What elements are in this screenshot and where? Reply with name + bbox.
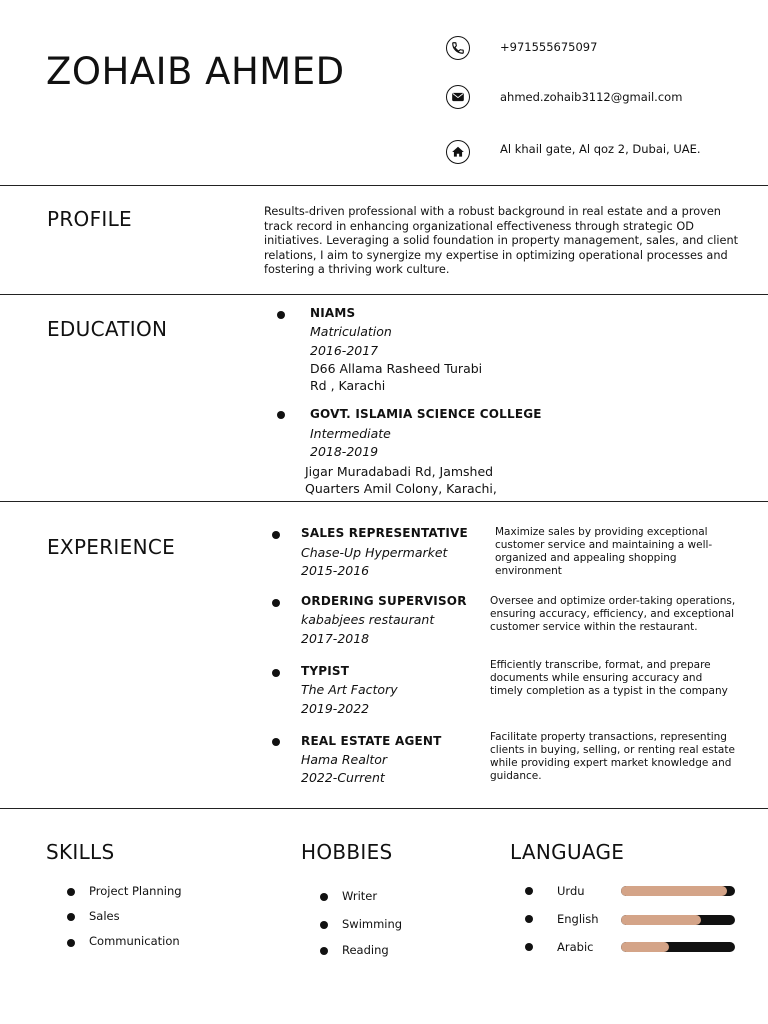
bullet-icon (320, 921, 328, 929)
language-heading: LANGUAGE (510, 840, 625, 864)
language-level-bar (621, 886, 735, 896)
phone-icon (446, 36, 470, 60)
skill-item: Project Planning (89, 884, 182, 898)
experience-company: Chase-Up Hypermarket (301, 545, 448, 560)
phone-number: +971555675097 (500, 40, 598, 54)
experience-role: REAL ESTATE AGENT (301, 734, 442, 748)
bullet-icon (525, 915, 533, 923)
divider (0, 808, 768, 809)
language-level-bar (621, 942, 735, 952)
bullet-icon (272, 669, 280, 677)
experience-company: Hama Realtor (301, 752, 388, 767)
language-level-fill (621, 915, 701, 925)
experience-role: ORDERING SUPERVISOR (301, 594, 467, 608)
education-level: Matriculation (310, 324, 392, 339)
experience-years: 2017-2018 (301, 631, 370, 646)
bullet-icon (272, 738, 280, 746)
skill-item: Sales (89, 909, 120, 923)
bullet-icon (277, 311, 285, 319)
language-name: English (557, 912, 599, 926)
bullet-icon (320, 947, 328, 955)
skill-item: Communication (89, 934, 180, 948)
experience-years: 2022-Current (301, 770, 385, 785)
divider (0, 294, 768, 295)
bullet-icon (272, 531, 280, 539)
experience-years: 2015-2016 (301, 563, 370, 578)
bullet-icon (277, 411, 285, 419)
education-level: Intermediate (310, 426, 391, 441)
divider (0, 501, 768, 502)
profile-summary: Results-driven professional with a robust background in real estate and a proven track record in enhancing organizational effectiveness through strategic OD initiatives. Leveraging a solid foundation in property management, sales, and client relations, I aim to synergize my expertise in optimizing operational processes and fostering a thriving work culture. (264, 205, 739, 277)
language-level-bar (621, 915, 735, 925)
experience-description: Facilitate property transactions, representing clients in buying, selling, or renting real estate while providing expert market knowledge and guidance. (490, 731, 735, 782)
bullet-icon (67, 888, 75, 896)
education-years: 2016-2017 (310, 343, 379, 358)
language-name: Arabic (557, 940, 594, 954)
experience-role: TYPIST (301, 664, 350, 678)
hobbies-heading: HOBBIES (301, 840, 393, 864)
experience-role: SALES REPRESENTATIVE (301, 526, 468, 540)
divider (0, 185, 768, 186)
hobby-item: Swimming (342, 917, 403, 931)
bullet-icon (272, 599, 280, 607)
language-level-fill (621, 942, 669, 952)
experience-years: 2019-2022 (301, 701, 370, 716)
bullet-icon (67, 913, 75, 921)
hobby-item: Reading (342, 943, 389, 957)
hobby-item: Writer (342, 889, 378, 903)
language-level-fill (621, 886, 727, 896)
bullet-icon (67, 939, 75, 947)
bullet-icon (320, 893, 328, 901)
email-address: ahmed.zohaib3112@gmail.com (500, 90, 683, 104)
experience-description: Efficiently transcribe, format, and prepare documents while ensuring accuracy and timely completion as a typist in the company (490, 659, 728, 697)
bullet-icon (525, 943, 533, 951)
language-name: Urdu (557, 884, 585, 898)
bullet-icon (525, 887, 533, 895)
candidate-name: ZOHAIB AHMED (46, 50, 345, 93)
skills-heading: SKILLS (46, 840, 115, 864)
experience-company: The Art Factory (301, 682, 398, 697)
home-icon (446, 140, 470, 164)
mail-icon (446, 85, 470, 109)
education-heading: EDUCATION (47, 317, 168, 341)
experience-heading: EXPERIENCE (47, 535, 176, 559)
education-school: NIAMS (310, 306, 356, 320)
education-address: Jigar Muradabadi Rd, Jamshed Quarters Amil Colony, Karachi, (305, 464, 497, 496)
education-school: GOVT. ISLAMIA SCIENCE COLLEGE (310, 407, 542, 421)
experience-description: Maximize sales by providing exceptional customer service and maintaining a well-organized and appealing shopping environment (495, 526, 713, 577)
home-address: Al khail gate, Al qoz 2, Dubai, UAE. (500, 142, 701, 156)
experience-description: Oversee and optimize order-taking operations, ensuring accuracy, efficiency, and exceptional customer service within the restaurant. (490, 595, 736, 633)
education-years: 2018-2019 (310, 444, 379, 459)
profile-heading: PROFILE (47, 207, 132, 231)
education-address: D66 Allama Rasheed Turabi Rd , Karachi (310, 361, 483, 393)
experience-company: kababjees restaurant (301, 612, 435, 627)
